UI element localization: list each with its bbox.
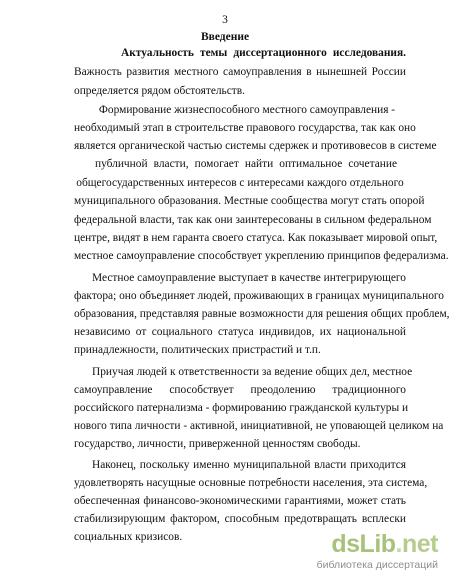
text-line: Наконец, поскольку именно муниципальной власти приходится bbox=[92, 459, 406, 471]
text-line: Формирование жизнеспособного местного самоуправления - bbox=[98, 104, 396, 116]
text-line: местное самоуправление способствует укреплению принципов федерализма. bbox=[74, 250, 449, 262]
text-line: необходимый этап в строительстве правового государства, так как оно bbox=[74, 122, 416, 134]
text-line: фактора; оно объединяет людей, проживающих в границах муниципального bbox=[74, 290, 445, 302]
text-line: является органической частью системы сдержек и противовесов в системе bbox=[74, 140, 437, 152]
text-line: обеспеченная финансово-экономическими гарантиями, может стать bbox=[74, 495, 406, 507]
text-line: образования, представляя равные возможности для решения общих проблем, bbox=[74, 308, 450, 320]
text-line: определяется рядом обстоятельств. bbox=[74, 85, 246, 97]
text-line: общегосударственных интересов с интересами каждого отдельного bbox=[76, 177, 404, 189]
page-number: 3 bbox=[222, 14, 228, 26]
text-line: федеральной власти, так как они заинтересованы в сильном федеральном bbox=[74, 214, 432, 226]
text-line: независимо от социального статуса индивидов, их национальной bbox=[74, 326, 406, 338]
text-line: нового типа личности - активной, инициативной, не уповающей целиком на bbox=[74, 420, 444, 432]
text-line: социальных кризисов. bbox=[74, 531, 183, 543]
section-heading: Введение bbox=[200, 31, 250, 43]
text-line: публичной власти, помогает найти оптимальное сочетание bbox=[95, 158, 397, 170]
text-line: российского патернализма - формированию гражданской культуры и bbox=[74, 402, 409, 414]
watermark-subtitle: библиотека диссертаций bbox=[316, 559, 438, 571]
text-line: стабилизирующим фактором, способным предотвращать всплески bbox=[74, 513, 406, 525]
text-line: Важность развития местного самоуправления в нынешней России bbox=[74, 66, 406, 78]
subsection-title: Актуальность темы диссертационного исследования. bbox=[121, 47, 406, 59]
text-line: Местное самоуправление выступает в качестве интегрирующего bbox=[92, 272, 407, 284]
dslib-watermark bbox=[316, 530, 438, 574]
text-line: принадлежности, политических пристрастий и т.п. bbox=[74, 344, 321, 356]
dslib-logo: dsLib.net bbox=[331, 530, 438, 558]
text-line: самоуправление способствует преодолению традиционного bbox=[74, 384, 406, 396]
text-line: Приучая людей к ответственности за ведение общих дел, местное bbox=[92, 366, 413, 378]
text-line: муниципального образования. Местные сообщества могут стать опорой bbox=[74, 195, 425, 207]
text-line: государство, личности, приверженной ценностям свободы. bbox=[74, 438, 361, 450]
text-line: удовлетворять насущные основные потребности населения, эта система, bbox=[74, 477, 428, 489]
text-line: центре, видят в нем гаранта своего статуса. Как показывает мировой опыт, bbox=[74, 232, 438, 244]
